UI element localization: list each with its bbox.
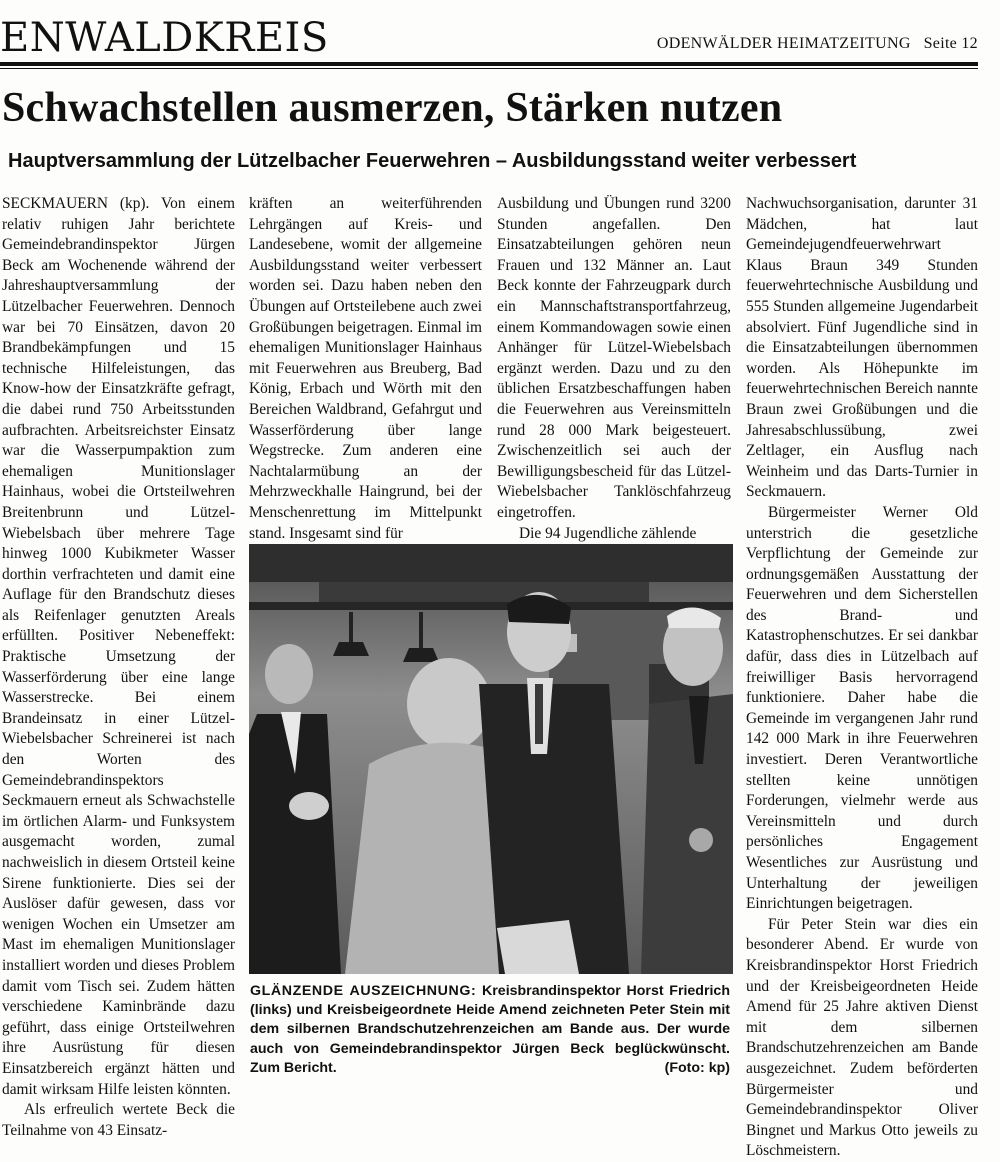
caption-lead: GLÄNZENDE AUSZEICHNUNG: bbox=[250, 983, 477, 999]
article-column-1 bbox=[2, 194, 235, 1141]
paragraph: Ausbildung und Übungen rund 3200 Stunden angefallen. Den Einsatzabteilungen gehören neun Frauen und 132 Männer an. Laut Beck konnte der Fahrzeugpark durch ein Mannschaftstransportfahrzeug, einem Kommandowagen sowie einen Anhänger für Lützel-Wiebelsbach ergänzt werden. Dazu und zu den üblichen Ersatzbeschaffungen haben die Feuerwehren aus Vereinsmitteln rund 28 000 Mark beigesteuert. Zwischenzeitlich sei auch der Bewilligungsbescheid für das Lützel-Wiebelsbacher Tanklöschfahrzeug eingetroffen. bbox=[497, 195, 731, 521]
subheadline: Hauptversammlung der Lützelbacher Feuerwehren – Ausbildungsstand weiter verbessert bbox=[8, 150, 857, 172]
photo-credit: (Foto: kp) bbox=[664, 1059, 730, 1076]
article-column-3 bbox=[497, 194, 731, 544]
article-photo bbox=[249, 544, 733, 974]
paragraph: SECKMAUERN (kp). Von einem relativ ruhigen Jahr berichtete Gemeindebrandinspektor Jürgen Beck am Wochenende während der Jahreshauptversammlung der Lützelbacher Feuerwehren. Dennoch war bei 70 Einsätzen, davon 20 Brandbekämpfungen und 15 technische Hilfeleistungen, das Know-how der Einsatzkräfte gefragt, die dabei rund 750 Arbeitsstunden aufbrachten. Arbeitsreichster Einsatz war die Wasserpumpaktion zum ehemaligen Munitionslager Hainhaus, wobei die Ortsteilwehren Breitenbrunn und Lützel-Wiebelsbach über mehrere Tage hinweg 1000 Kubikmeter Wasser dorthin verfrachteten und damit eine Auflage für den Brandschutz dieses als Reifenlager genutzten Areals erfüllten. Positiver Nebeneffekt: Praktische Umsetzung der Wasserförderung über eine lange Wasserstrecke. Bei einem Brandeinsatz in einer Lützel-Wiebelsbacher Schreinerei ist nach den Worten des Gemeindebrandinspektors Seckmauern erneut als Schwachstelle im örtlichen Alarm- und Funksystem ausgemacht worden, zumal nachweislich in diesem Ortsteil keine Sirene funktionierte. Dies sei der Auslöser dafür gewesen, dass vor wenigen Wochen ein Umsetzer am Mast im ehemaligen Munitionslager installiert worden und dieses Problem damit vom Tisch sei. Zudem hätten verschiedene Kaminbrände dazu geführt, dass einige Ortsteilwehren ihre Ausrüstung für diesen Einsatzbereich ergänzt hätten und damit wirksam Hilfe leisten könnten. bbox=[2, 195, 235, 1098]
photo-illustration bbox=[249, 544, 733, 974]
paragraph: Bürgermeister Werner Old unterstrich die gesetzliche Verpflichtung der Gemeinde zur ordnungsgemäßen Ausstattung der Feuerwehren und dem Sicherstellen des Brand- und Katastrophenschutzes. Er sei dankbar dafür, dass dies in Lützelbach auf freiwilliger Basis hervorragend funktioniere. Daher habe die Gemeinde im vergangenen Jahr rund 142 000 Mark in ihre Feuerwehren investiert. Deren Verantwortliche stellten keine unnötigen Forderungen, vielmehr werde aus Vereinsmitteln und durch persönliches Engagement Wesentliches zur Ausrüstung und Unterhaltung der jeweiligen Einrichtungen beigetragen. bbox=[746, 503, 978, 913]
masthead-rule bbox=[0, 62, 978, 66]
headline: Schwachstellen ausmerzen, Stärken nutzen bbox=[2, 85, 783, 131]
page-number: Seite 12 bbox=[923, 35, 978, 52]
caption-text: Kreisbrandinspektor Horst Friedrich (links) und Kreisbeigeordnete Heide Amend zeichneten Peter Stein mit dem silbernen Brandschutzehrenzeichen am Bande aus. Der wurde auch von Gemeindebrandinspektor Jürgen Beck beglückwünscht. Zum Bericht. bbox=[250, 983, 730, 1076]
section-title: ENWALDKREIS bbox=[0, 15, 329, 61]
masthead-rule-thin bbox=[0, 68, 978, 69]
article-column-2 bbox=[249, 194, 482, 544]
paragraph: Nachwuchsorganisation, darunter 31 Mädchen, hat laut Gemeindejugendfeuerwehrwart Klaus Braun 349 Stunden feuerwehrtechnische Ausbildung und 555 Stunden allgemeine Jugendarbeit absolviert. Fünf Jugendliche sind in die Einsatzabteilungen übernommen worden. Als Höhepunkte im feuerwehrtechnischen Bereich nannte Braun zwei Großübungen und die Jahresabschlussübung, zwei Zeltlager, ein Ausflug nach Weinheim und das Darts-Turnier in Seckmauern. bbox=[746, 195, 978, 501]
publication-info bbox=[657, 35, 978, 53]
paragraph: Für Peter Stein war dies ein besonderer Abend. Er wurde von Kreisbrandinspektor Horst Friedrich und der Kreisbeigeordneten Heide Amend für 25 Jahre aktiven Dienst mit dem silbernen Brandschutzehrenzeichen am Bande ausgezeichnet. Zudem beförderten Bürgermeister und Gemeindebrandinspektor Oliver Bingnet und Markus Otto jeweils zu Löschmeistern. bbox=[746, 915, 978, 1160]
publication-name: ODENWÄLDER HEIMATZEITUNG bbox=[656, 35, 911, 52]
article-column-4 bbox=[746, 194, 978, 1162]
photo-caption bbox=[250, 982, 730, 1078]
paragraph: Als erfreulich wertete Beck die Teilnahme von 43 Einsatz- bbox=[2, 1101, 235, 1139]
paragraph: kräften an weiterführenden Lehrgängen auf Kreis- und Landesebene, womit der allgemeine Ausbildungsstand weiter verbessert worden sei. Dazu haben neben den Übungen auf Ortsteilebene auch zwei Großübungen beigetragen. Einmal im ehemaligen Munitionslager Hainhaus mit Feuerwehren aus Breuberg, Bad König, Erbach und Wörth mit den Bereichen Waldbrand, Gefahrgut und Wasserförderung über lange Wegstrecke. Zum anderen eine Nachtalarmübung an der Mehrzweckhalle Haingrund, bei der Menschenrettung im Mittelpunkt stand. Insgesamt sind für bbox=[249, 195, 482, 542]
paragraph: Die 94 Jugendliche zählende bbox=[519, 524, 697, 542]
